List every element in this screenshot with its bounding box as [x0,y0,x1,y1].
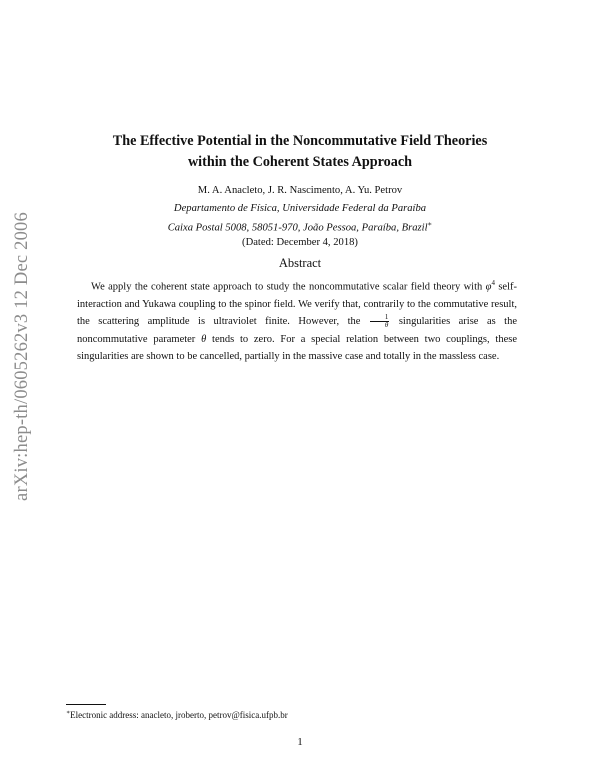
abstract-part-1: We apply the coherent state approach to study the noncommutative scalar field theory with [91,281,486,293]
arxiv-stamp-text: arXiv:hep-th/0605262v3 12 Dec 2006 [11,211,32,501]
fraction-numerator: 1 [370,314,390,322]
paper-title [60,131,540,173]
footnote-mark: ∗ [66,710,71,716]
one-over-theta-fraction [370,314,390,329]
affiliation-line-1: Departamento de Física, Universidade Federal da Paraíba [173,203,427,214]
fraction-denominator: θ [384,321,389,330]
abstract-part-4: tends to zero. For a special relation between two couplings, these singularities are shown to be cancelled, partially in the massive case and totally in the massless case. [77,333,517,363]
phi-exponent: 4 [491,279,495,287]
footnote [66,709,288,720]
affiliation-address: Caixa Postal 5008, 58051-970, João Pessoa, Paraíba, Brazil [167,222,428,234]
affiliation-line-2 [60,220,540,234]
theta-symbol: θ [201,333,207,345]
footnote-divider [66,704,106,705]
arxiv-stamp [4,197,40,515]
author-list: M. A. Anacleto, J. R. Nascimento, A. Yu. Petrov [197,185,403,196]
title-line-1: The Effective Potential in the Noncommutative Field Theories [112,133,488,149]
affiliation-footnote-mark: ∗ [427,220,433,228]
dated-line: (Dated: December 4, 2018) [242,237,358,248]
page-number: 1 [297,736,303,748]
abstract-part-2: self-interaction and Yukawa coupling to the spinor field. We verify that, contrarily to the commutative result, the scattering amplitude is ultraviolet finite. However, the [77,281,517,328]
footnote-text: Electronic address: anacleto, jroberto, petrov@fisica.ufpb.br [70,710,288,720]
abstract-text [77,275,517,366]
phi-symbol: φ [485,281,492,293]
title-line-2: within the Coherent States Approach [187,154,413,170]
abstract-part-3: singularities arise as the noncommutative parameter [77,316,517,345]
abstract-heading: Abstract [278,256,322,270]
